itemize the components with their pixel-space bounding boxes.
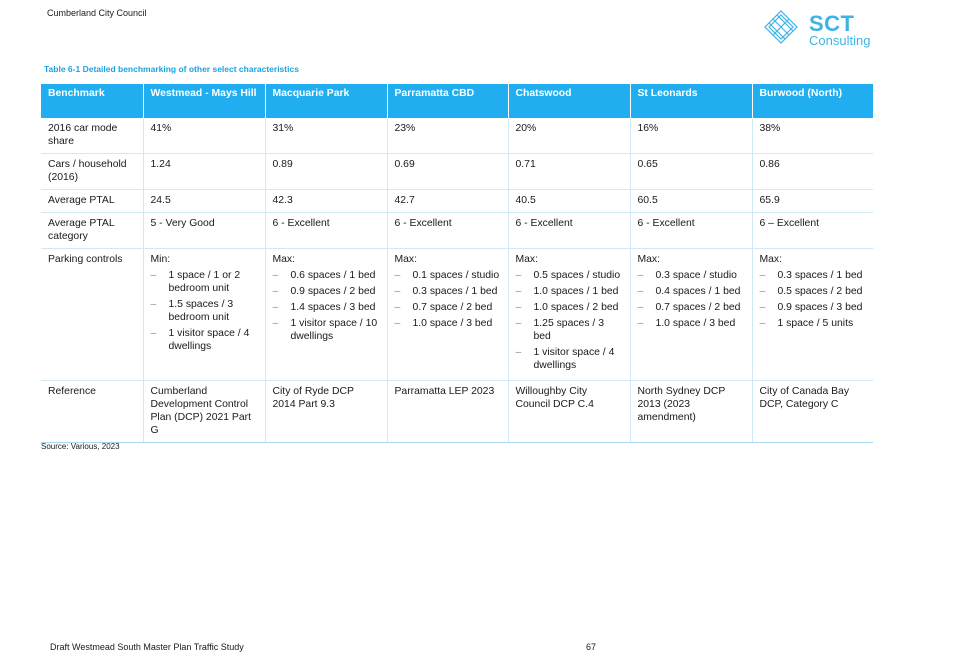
table-row xyxy=(41,213,873,249)
table-cell: Parramatta LEP 2023 xyxy=(387,381,508,443)
list-item: – 0.9 spaces / 3 bed xyxy=(760,301,867,314)
table-cell: 0.65 xyxy=(630,154,752,190)
table-cell: 16% xyxy=(630,118,752,154)
page-number: 67 xyxy=(586,642,597,652)
parking-list xyxy=(151,269,258,353)
logo-text-secondary: Consulting xyxy=(809,33,871,48)
list-item: – 1.0 space / 3 bed xyxy=(395,317,501,330)
table-cell: North Sydney DCP 2013 (2023 amendment) xyxy=(630,381,752,443)
table-row xyxy=(41,381,873,443)
list-item: – 0.4 spaces / 1 bed xyxy=(638,285,745,298)
table-cell: City of Ryde DCP 2014 Part 9.3 xyxy=(265,381,387,443)
parking-head: Min: xyxy=(150,254,171,265)
parking-cell xyxy=(630,249,752,381)
table-cell: 42.7 xyxy=(387,190,508,213)
list-item: – 0.3 spaces / 1 bed xyxy=(395,285,501,298)
table-cell: 42.3 xyxy=(265,190,387,213)
parking-cell xyxy=(265,249,387,381)
table-cell: 23% xyxy=(387,118,508,154)
list-item: – 0.1 spaces / studio xyxy=(395,269,501,282)
list-item: – 1.0 space / 3 bed xyxy=(638,317,745,330)
parking-head: Max: xyxy=(515,254,539,265)
table-header-row xyxy=(41,84,873,118)
table-row xyxy=(41,249,873,381)
parking-head: Max: xyxy=(272,254,296,265)
list-item: – 1 space / 1 or 2 bedroom unit xyxy=(151,269,258,295)
column-header: Burwood (North) xyxy=(752,84,873,118)
table-cell: Willoughby City Council DCP C.4 xyxy=(508,381,630,443)
table-cell: 0.86 xyxy=(752,154,873,190)
source-note: Source: Various, 2023 xyxy=(41,442,120,451)
row-label: 2016 car mode share xyxy=(41,118,143,154)
list-item: – 1 visitor space / 4 dwellings xyxy=(151,327,258,353)
table-cell: 24.5 xyxy=(143,190,265,213)
row-label: Average PTAL xyxy=(41,190,143,213)
list-item: – 1.0 spaces / 1 bed xyxy=(516,285,623,298)
list-item: – 1.4 spaces / 3 bed xyxy=(273,301,380,314)
document-org-header: Cumberland City Council xyxy=(47,8,147,18)
table-cell: 0.71 xyxy=(508,154,630,190)
benchmark-table xyxy=(41,84,873,443)
table-cell: 20% xyxy=(508,118,630,154)
parking-list xyxy=(516,269,623,372)
column-header: St Leonards xyxy=(630,84,752,118)
list-item: – 1 visitor space / 4 dwellings xyxy=(516,346,623,372)
logo-text-primary: SCT xyxy=(809,11,855,36)
list-item: – 0.3 spaces / 1 bed xyxy=(760,269,867,282)
list-item: – 1.25 spaces / 3 bed xyxy=(516,317,623,343)
row-label: Cars / household (2016) xyxy=(41,154,143,190)
list-item: – 0.3 space / studio xyxy=(638,269,745,282)
list-item: – 0.7 spaces / 2 bed xyxy=(638,301,745,314)
parking-head: Max: xyxy=(759,254,783,265)
table-cell: Cumberland Development Control Plan (DCP) 2021 Part G xyxy=(143,381,265,443)
list-item: – 1 space / 5 units xyxy=(760,317,867,330)
parking-list xyxy=(638,269,745,330)
list-item: – 0.5 spaces / studio xyxy=(516,269,623,282)
table-cell: 6 – Excellent xyxy=(752,213,873,249)
column-header: Parramatta CBD xyxy=(387,84,508,118)
table-cell: 5 - Very Good xyxy=(143,213,265,249)
table-cell: 41% xyxy=(143,118,265,154)
table-cell: 6 - Excellent xyxy=(387,213,508,249)
footer-document-title: Draft Westmead South Master Plan Traffic Study xyxy=(50,642,244,652)
parking-head: Max: xyxy=(637,254,661,265)
table-row xyxy=(41,190,873,213)
row-label: Reference xyxy=(41,381,143,443)
table-cell: 6 - Excellent xyxy=(265,213,387,249)
parking-list xyxy=(273,269,380,343)
table-cell: 40.5 xyxy=(508,190,630,213)
list-item: – 1.0 spaces / 2 bed xyxy=(516,301,623,314)
list-item: – 0.5 spaces / 2 bed xyxy=(760,285,867,298)
table-cell: 60.5 xyxy=(630,190,752,213)
parking-cell xyxy=(143,249,265,381)
column-header: Westmead - Mays Hill xyxy=(143,84,265,118)
table-cell: 0.69 xyxy=(387,154,508,190)
table-caption: Table 6-1 Detailed benchmarking of other select characteristics xyxy=(44,64,299,74)
table-row xyxy=(41,154,873,190)
table-cell: 38% xyxy=(752,118,873,154)
table-cell: 6 - Excellent xyxy=(508,213,630,249)
table-cell: 1.24 xyxy=(143,154,265,190)
parking-list xyxy=(395,269,501,330)
logo-diamond-icon xyxy=(763,9,809,49)
parking-cell xyxy=(508,249,630,381)
list-item: – 0.9 spaces / 2 bed xyxy=(273,285,380,298)
list-item: – 0.6 spaces / 1 bed xyxy=(273,269,380,282)
list-item: – 1 visitor space / 10 dwellings xyxy=(273,317,380,343)
table-cell: City of Canada Bay DCP, Category C xyxy=(752,381,873,443)
parking-cell xyxy=(387,249,508,381)
parking-cell xyxy=(752,249,873,381)
parking-list xyxy=(760,269,867,330)
table-cell: 6 - Excellent xyxy=(630,213,752,249)
table-cell: 65.9 xyxy=(752,190,873,213)
sct-consulting-logo xyxy=(763,9,878,49)
table-cell: 31% xyxy=(265,118,387,154)
list-item: – 1.5 spaces / 3 bedroom unit xyxy=(151,298,258,324)
table-row xyxy=(41,118,873,154)
row-label: Parking controls xyxy=(41,249,143,381)
row-label: Average PTAL category xyxy=(41,213,143,249)
list-item: – 0.7 space / 2 bed xyxy=(395,301,501,314)
column-header: Benchmark xyxy=(41,84,143,118)
parking-head: Max: xyxy=(394,254,418,265)
table-cell: 0.89 xyxy=(265,154,387,190)
column-header: Macquarie Park xyxy=(265,84,387,118)
column-header: Chatswood xyxy=(508,84,630,118)
